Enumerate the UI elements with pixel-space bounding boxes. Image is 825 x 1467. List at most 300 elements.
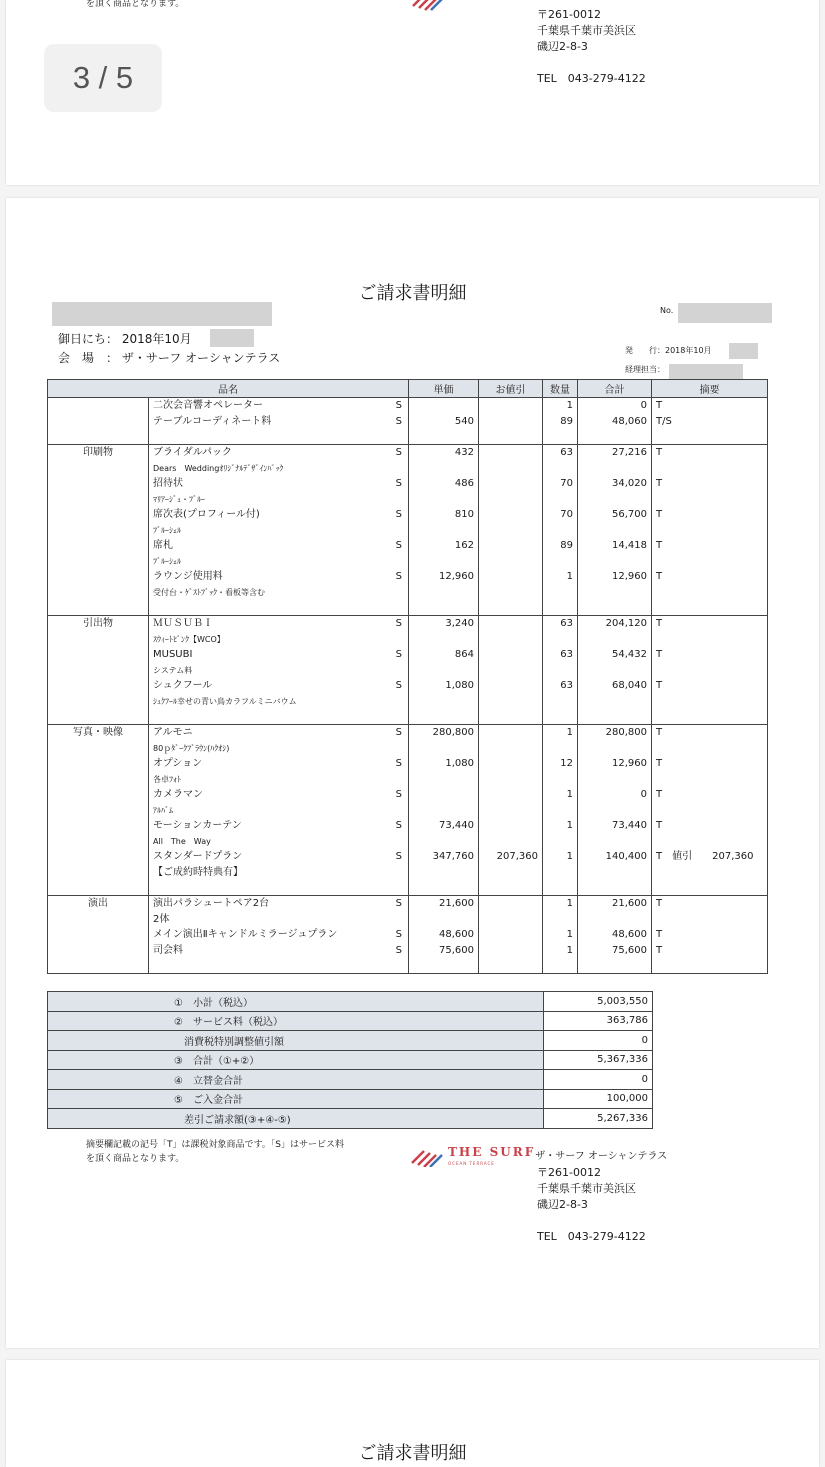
row-qty bbox=[543, 694, 578, 710]
row-unit-price bbox=[409, 585, 479, 601]
table-row bbox=[48, 865, 768, 881]
row-item-cell bbox=[149, 756, 409, 772]
table-row bbox=[48, 725, 768, 741]
row-memo bbox=[652, 772, 768, 788]
row-category: 印刷物 bbox=[48, 445, 149, 461]
row-unit-price: 3,240 bbox=[409, 616, 479, 632]
prev-address-block bbox=[537, 7, 646, 87]
surf-logo-icon bbox=[410, 1145, 448, 1167]
row-total: 68,040 bbox=[578, 678, 652, 694]
row-tax-flag: S bbox=[395, 478, 402, 489]
row-memo: T bbox=[652, 927, 768, 943]
row-discount bbox=[479, 709, 543, 725]
row-unit-price bbox=[409, 865, 479, 881]
row-category bbox=[48, 663, 149, 679]
row-qty: 70 bbox=[543, 507, 578, 523]
row-category bbox=[48, 461, 149, 477]
row-discount bbox=[479, 632, 543, 648]
row-memo bbox=[652, 912, 768, 928]
table-row bbox=[48, 694, 768, 710]
row-item-name: モーションカーテン bbox=[153, 820, 242, 831]
row-item-cell bbox=[149, 538, 409, 554]
row-category bbox=[48, 507, 149, 523]
row-total: 27,216 bbox=[578, 445, 652, 461]
row-category bbox=[48, 787, 149, 803]
row-discount bbox=[479, 880, 543, 896]
row-unit-price: 12,960 bbox=[409, 569, 479, 585]
row-item-name: Dears Weddingｵﾘｼﾞﾅﾙﾃﾞｻﾞｲﾝﾊﾟｯｸ bbox=[153, 463, 284, 473]
prev-postal: 〒261-0012 bbox=[537, 8, 601, 21]
row-memo bbox=[652, 554, 768, 570]
summary-label: ② サービス料（税込） bbox=[48, 1011, 544, 1031]
row-item-name: 席札 bbox=[153, 540, 173, 551]
row-item-cell bbox=[149, 429, 409, 445]
row-category bbox=[48, 958, 149, 974]
row-item-name: 【ご成約時特典有】 bbox=[153, 866, 243, 878]
row-unit-price: 540 bbox=[409, 414, 479, 430]
table-row bbox=[48, 958, 768, 974]
row-unit-price bbox=[409, 741, 479, 757]
row-discount bbox=[479, 461, 543, 477]
table-bottom-cell bbox=[409, 974, 479, 975]
row-item-cell bbox=[149, 554, 409, 570]
row-qty: 89 bbox=[543, 414, 578, 430]
row-memo bbox=[652, 523, 768, 539]
row-total: 12,960 bbox=[578, 569, 652, 585]
header-discount: お値引 bbox=[479, 380, 543, 398]
summary-value: 0 bbox=[544, 1031, 653, 1051]
row-total: 140,400 bbox=[578, 849, 652, 865]
table-row bbox=[48, 523, 768, 539]
row-memo bbox=[652, 834, 768, 850]
row-qty bbox=[543, 429, 578, 445]
row-memo: T bbox=[652, 538, 768, 554]
row-qty: 1 bbox=[543, 725, 578, 741]
row-total: 73,440 bbox=[578, 818, 652, 834]
row-unit-price: 347,760 bbox=[409, 849, 479, 865]
row-unit-price: 162 bbox=[409, 538, 479, 554]
row-item-name: ﾌﾞﾙｰｼｪﾙ bbox=[153, 556, 181, 566]
row-total: 75,600 bbox=[578, 943, 652, 959]
row-category bbox=[48, 880, 149, 896]
row-total bbox=[578, 523, 652, 539]
header-qty: 数量 bbox=[543, 380, 578, 398]
logo-name: THE SURF bbox=[448, 1145, 536, 1159]
row-item-name: ｽｳｨｰﾄﾋﾟﾝｸ【WCO】 bbox=[153, 634, 225, 644]
row-total: 12,960 bbox=[578, 756, 652, 772]
row-tax-flag: S bbox=[395, 649, 402, 660]
logo-subtitle: OCEAN TERRACE bbox=[448, 1161, 495, 1166]
row-discount bbox=[479, 865, 543, 881]
row-unit-price bbox=[409, 492, 479, 508]
row-discount bbox=[479, 943, 543, 959]
row-memo: T bbox=[652, 507, 768, 523]
page-title: ご請求書明細 bbox=[358, 283, 467, 304]
row-category bbox=[48, 600, 149, 616]
row-qty: 63 bbox=[543, 445, 578, 461]
table-row bbox=[48, 569, 768, 585]
address-line-2: 磯辺2-8-3 bbox=[537, 1198, 588, 1211]
row-qty bbox=[543, 912, 578, 928]
row-unit-price: 48,600 bbox=[409, 927, 479, 943]
row-unit-price bbox=[409, 880, 479, 896]
summary-row bbox=[48, 1050, 768, 1070]
row-total bbox=[578, 585, 652, 601]
row-memo bbox=[652, 865, 768, 881]
row-memo bbox=[652, 880, 768, 896]
issue-row bbox=[625, 345, 712, 356]
row-item-name: ｼｭｸﾌｰﾙ幸せの青い鳥カラフルミニバウム bbox=[153, 696, 297, 706]
row-memo bbox=[652, 694, 768, 710]
invoice-no-label: No. bbox=[660, 306, 674, 315]
postal-code: 〒261-0012 bbox=[537, 1166, 601, 1179]
summary-value: 5,267,336 bbox=[544, 1109, 653, 1129]
row-memo bbox=[652, 632, 768, 648]
table-row bbox=[48, 896, 768, 912]
row-memo: T 値引 207,360 bbox=[652, 849, 768, 865]
row-discount bbox=[479, 694, 543, 710]
row-item-name: メイン演出Ⅱキャンドルミラージュプラン bbox=[153, 929, 338, 940]
row-total: 34,020 bbox=[578, 476, 652, 492]
row-tax-flag: S bbox=[395, 571, 402, 582]
row-qty bbox=[543, 741, 578, 757]
row-memo: T bbox=[652, 756, 768, 772]
row-unit-price bbox=[409, 787, 479, 803]
row-tax-flag: S bbox=[395, 680, 402, 691]
table-row bbox=[48, 943, 768, 959]
row-qty bbox=[543, 461, 578, 477]
row-discount bbox=[479, 538, 543, 554]
row-memo: T bbox=[652, 896, 768, 912]
row-item-name: 2体 bbox=[153, 913, 170, 925]
row-discount bbox=[479, 896, 543, 912]
row-item-cell bbox=[149, 741, 409, 757]
row-item-name: 席次表(プロフィール付) bbox=[153, 509, 260, 520]
row-discount bbox=[479, 569, 543, 585]
summary-label: ③ 合計（①+②） bbox=[48, 1050, 544, 1070]
row-tax-flag: S bbox=[395, 415, 402, 427]
row-category bbox=[48, 912, 149, 928]
row-item-cell bbox=[149, 849, 409, 865]
row-qty bbox=[543, 880, 578, 896]
row-item-cell bbox=[149, 616, 409, 632]
venue-row bbox=[58, 349, 280, 366]
row-item-name: MUSUBI bbox=[153, 649, 193, 660]
row-unit-price bbox=[409, 523, 479, 539]
footnote-line-2: を頂く商品となります。 bbox=[86, 1154, 185, 1164]
telephone: TEL 043-279-4122 bbox=[537, 1230, 646, 1243]
row-tax-flag: S bbox=[395, 400, 402, 411]
row-unit-price: 1,080 bbox=[409, 678, 479, 694]
table-bottom-cell bbox=[479, 974, 543, 975]
row-category bbox=[48, 865, 149, 881]
row-discount bbox=[479, 398, 543, 414]
row-category bbox=[48, 492, 149, 508]
row-category bbox=[48, 554, 149, 570]
row-item-name: ﾏﾘｱｰｼﾞｭ・ﾌﾞﾙｰ bbox=[153, 494, 205, 504]
row-discount bbox=[479, 616, 543, 632]
row-total: 48,600 bbox=[578, 927, 652, 943]
row-unit-price: 73,440 bbox=[409, 818, 479, 834]
row-item-cell bbox=[149, 958, 409, 974]
row-discount bbox=[479, 756, 543, 772]
row-total bbox=[578, 865, 652, 881]
row-item-name: 司会料 bbox=[153, 944, 183, 956]
row-item-name: 受付台・ｹﾞｽﾄﾌﾞｯｸ・看板等含む bbox=[153, 587, 265, 597]
next-page-title: ご請求書明細 bbox=[358, 1443, 467, 1464]
row-category bbox=[48, 538, 149, 554]
row-qty: 1 bbox=[543, 943, 578, 959]
issue-label: 発 行： bbox=[625, 346, 665, 355]
row-category bbox=[48, 523, 149, 539]
row-discount bbox=[479, 818, 543, 834]
row-qty: 1 bbox=[543, 569, 578, 585]
row-discount: 207,360 bbox=[479, 849, 543, 865]
row-unit-price bbox=[409, 694, 479, 710]
row-qty bbox=[543, 523, 578, 539]
row-memo bbox=[652, 492, 768, 508]
table-header-row bbox=[48, 380, 768, 398]
table-row bbox=[48, 678, 768, 694]
company-logo bbox=[410, 1145, 667, 1167]
row-item-name: カメラマン bbox=[153, 789, 203, 800]
row-discount bbox=[479, 927, 543, 943]
row-item-cell bbox=[149, 647, 409, 663]
row-total: 54,432 bbox=[578, 647, 652, 663]
row-qty bbox=[543, 958, 578, 974]
row-item-cell bbox=[149, 709, 409, 725]
row-total: 21,600 bbox=[578, 896, 652, 912]
summary-label: ④ 立替金合計 bbox=[48, 1070, 544, 1090]
row-qty: 1 bbox=[543, 818, 578, 834]
row-tax-flag: S bbox=[395, 789, 402, 800]
table-row bbox=[48, 818, 768, 834]
summary-value: 5,003,550 bbox=[544, 992, 653, 1012]
row-memo: T bbox=[652, 725, 768, 741]
row-unit-price bbox=[409, 461, 479, 477]
table-row bbox=[48, 912, 768, 928]
table-row bbox=[48, 880, 768, 896]
row-item-cell bbox=[149, 880, 409, 896]
row-item-cell bbox=[149, 476, 409, 492]
row-item-cell bbox=[149, 523, 409, 539]
row-total bbox=[578, 694, 652, 710]
row-total: 14,418 bbox=[578, 538, 652, 554]
invoice-page bbox=[6, 198, 819, 1348]
row-tax-flag: S bbox=[395, 447, 402, 458]
prev-footnote: を頂く商品となります。 bbox=[86, 0, 185, 9]
row-memo bbox=[652, 741, 768, 757]
row-category bbox=[48, 834, 149, 850]
table-row bbox=[48, 461, 768, 477]
date-row bbox=[58, 330, 192, 347]
row-category bbox=[48, 647, 149, 663]
header-memo: 摘要 bbox=[652, 380, 768, 398]
table-row bbox=[48, 445, 768, 461]
row-unit-price bbox=[409, 663, 479, 679]
row-category bbox=[48, 694, 149, 710]
row-item-cell bbox=[149, 600, 409, 616]
row-total bbox=[578, 663, 652, 679]
row-total bbox=[578, 600, 652, 616]
row-tax-flag: S bbox=[395, 944, 402, 956]
row-total: 56,700 bbox=[578, 507, 652, 523]
row-item-name: ﾌﾞﾙｰｼｪﾙ bbox=[153, 525, 181, 535]
row-memo: T bbox=[652, 943, 768, 959]
row-qty: 89 bbox=[543, 538, 578, 554]
row-discount bbox=[479, 507, 543, 523]
row-unit-price bbox=[409, 912, 479, 928]
next-page bbox=[6, 1360, 819, 1467]
prev-tel: TEL 043-279-4122 bbox=[537, 72, 646, 85]
table-row bbox=[48, 616, 768, 632]
row-total bbox=[578, 709, 652, 725]
row-category bbox=[48, 741, 149, 757]
row-category bbox=[48, 943, 149, 959]
row-item-cell bbox=[149, 943, 409, 959]
row-item-cell bbox=[149, 912, 409, 928]
row-tax-flag: S bbox=[395, 851, 402, 862]
row-item-name: ｱﾙﾊﾞﾑ bbox=[153, 805, 173, 815]
row-memo bbox=[652, 600, 768, 616]
row-category bbox=[48, 678, 149, 694]
row-item-cell bbox=[149, 772, 409, 788]
table-row bbox=[48, 756, 768, 772]
row-memo: T bbox=[652, 616, 768, 632]
venue-value: ザ・サーフ オーシャンテラス bbox=[121, 351, 281, 365]
row-tax-flag: S bbox=[395, 618, 402, 629]
redacted-date-day bbox=[210, 329, 254, 347]
row-tax-flag: S bbox=[395, 758, 402, 769]
row-total bbox=[578, 958, 652, 974]
row-discount bbox=[479, 445, 543, 461]
row-memo: T bbox=[652, 647, 768, 663]
row-memo: T bbox=[652, 678, 768, 694]
row-total bbox=[578, 803, 652, 819]
invoice-table bbox=[47, 379, 768, 974]
row-item-cell bbox=[149, 787, 409, 803]
row-item-name: 80ｐﾀﾞｰｸﾌﾞﾗｳﾝ(ﾊｸｵｼ) bbox=[153, 743, 230, 753]
row-tax-flag: S bbox=[395, 540, 402, 551]
table-row bbox=[48, 507, 768, 523]
row-unit-price: 75,600 bbox=[409, 943, 479, 959]
row-discount bbox=[479, 834, 543, 850]
row-category bbox=[48, 927, 149, 943]
row-qty bbox=[543, 865, 578, 881]
row-unit-price: 280,800 bbox=[409, 725, 479, 741]
row-tax-flag: S bbox=[395, 898, 402, 909]
row-item-cell bbox=[149, 414, 409, 430]
issue-value: 2018年10月 bbox=[665, 346, 712, 355]
row-item-name: アルモニ bbox=[153, 727, 193, 738]
redacted-customer-name bbox=[52, 302, 272, 326]
table-bottom-cell bbox=[578, 974, 652, 975]
row-item-cell bbox=[149, 461, 409, 477]
row-item-cell bbox=[149, 398, 409, 414]
row-item-name: ラウンジ使用料 bbox=[153, 571, 223, 582]
row-memo bbox=[652, 803, 768, 819]
row-total bbox=[578, 834, 652, 850]
staff-label: 経理担当： bbox=[625, 365, 665, 374]
table-row bbox=[48, 414, 768, 430]
row-total bbox=[578, 461, 652, 477]
table-row bbox=[48, 492, 768, 508]
row-category bbox=[48, 849, 149, 865]
row-discount bbox=[479, 523, 543, 539]
footnote-line-1: 摘要欄記載の記号「T」は課税対象商品です。「S」はサービス料 bbox=[86, 1140, 344, 1150]
row-unit-price: 486 bbox=[409, 476, 479, 492]
row-qty: 12 bbox=[543, 756, 578, 772]
row-qty: 70 bbox=[543, 476, 578, 492]
row-memo: T bbox=[652, 818, 768, 834]
row-total bbox=[578, 554, 652, 570]
table-row bbox=[48, 787, 768, 803]
row-item-name: 各卓ﾌｫﾄ bbox=[153, 774, 181, 784]
row-discount bbox=[479, 958, 543, 974]
row-unit-price bbox=[409, 632, 479, 648]
row-item-cell bbox=[149, 445, 409, 461]
row-tax-flag: S bbox=[395, 727, 402, 738]
summary-row bbox=[48, 1011, 768, 1031]
row-total: 0 bbox=[578, 398, 652, 414]
row-total bbox=[578, 912, 652, 928]
row-total: 0 bbox=[578, 787, 652, 803]
row-qty bbox=[543, 803, 578, 819]
logo-wordmark bbox=[448, 1145, 535, 1166]
row-discount bbox=[479, 912, 543, 928]
row-qty bbox=[543, 632, 578, 648]
row-unit-price bbox=[409, 554, 479, 570]
row-item-cell bbox=[149, 896, 409, 912]
summary-label: 消費税特別調整値引額 bbox=[48, 1031, 544, 1051]
table-row bbox=[48, 803, 768, 819]
row-qty: 1 bbox=[543, 927, 578, 943]
table-row bbox=[48, 600, 768, 616]
row-memo: T bbox=[652, 569, 768, 585]
row-discount bbox=[479, 476, 543, 492]
row-discount bbox=[479, 803, 543, 819]
table-row bbox=[48, 849, 768, 865]
row-discount bbox=[479, 663, 543, 679]
table-row bbox=[48, 927, 768, 943]
row-item-name: スタンダードプラン bbox=[153, 851, 243, 862]
row-qty bbox=[543, 585, 578, 601]
row-total bbox=[578, 429, 652, 445]
table-row bbox=[48, 663, 768, 679]
row-item-name: ブライダルパック bbox=[153, 447, 232, 458]
prev-address-line-2: 磯辺2-8-3 bbox=[537, 40, 588, 53]
row-discount bbox=[479, 585, 543, 601]
summary-row bbox=[48, 1109, 768, 1129]
row-item-cell bbox=[149, 927, 409, 943]
summary-value: 100,000 bbox=[544, 1089, 653, 1109]
row-discount bbox=[479, 678, 543, 694]
summary-row bbox=[48, 1031, 768, 1051]
table-bottom-cell bbox=[149, 974, 409, 975]
row-memo: T bbox=[652, 398, 768, 414]
row-item-name: 二次会音響オペレーター bbox=[153, 400, 263, 411]
row-unit-price bbox=[409, 958, 479, 974]
row-discount bbox=[479, 429, 543, 445]
row-total bbox=[578, 632, 652, 648]
row-item-cell bbox=[149, 492, 409, 508]
row-discount bbox=[479, 787, 543, 803]
table-row bbox=[48, 741, 768, 757]
row-item-cell bbox=[149, 725, 409, 741]
row-category: 演出 bbox=[48, 896, 149, 912]
date-label: 御日にち： bbox=[58, 332, 119, 346]
row-memo bbox=[652, 461, 768, 477]
